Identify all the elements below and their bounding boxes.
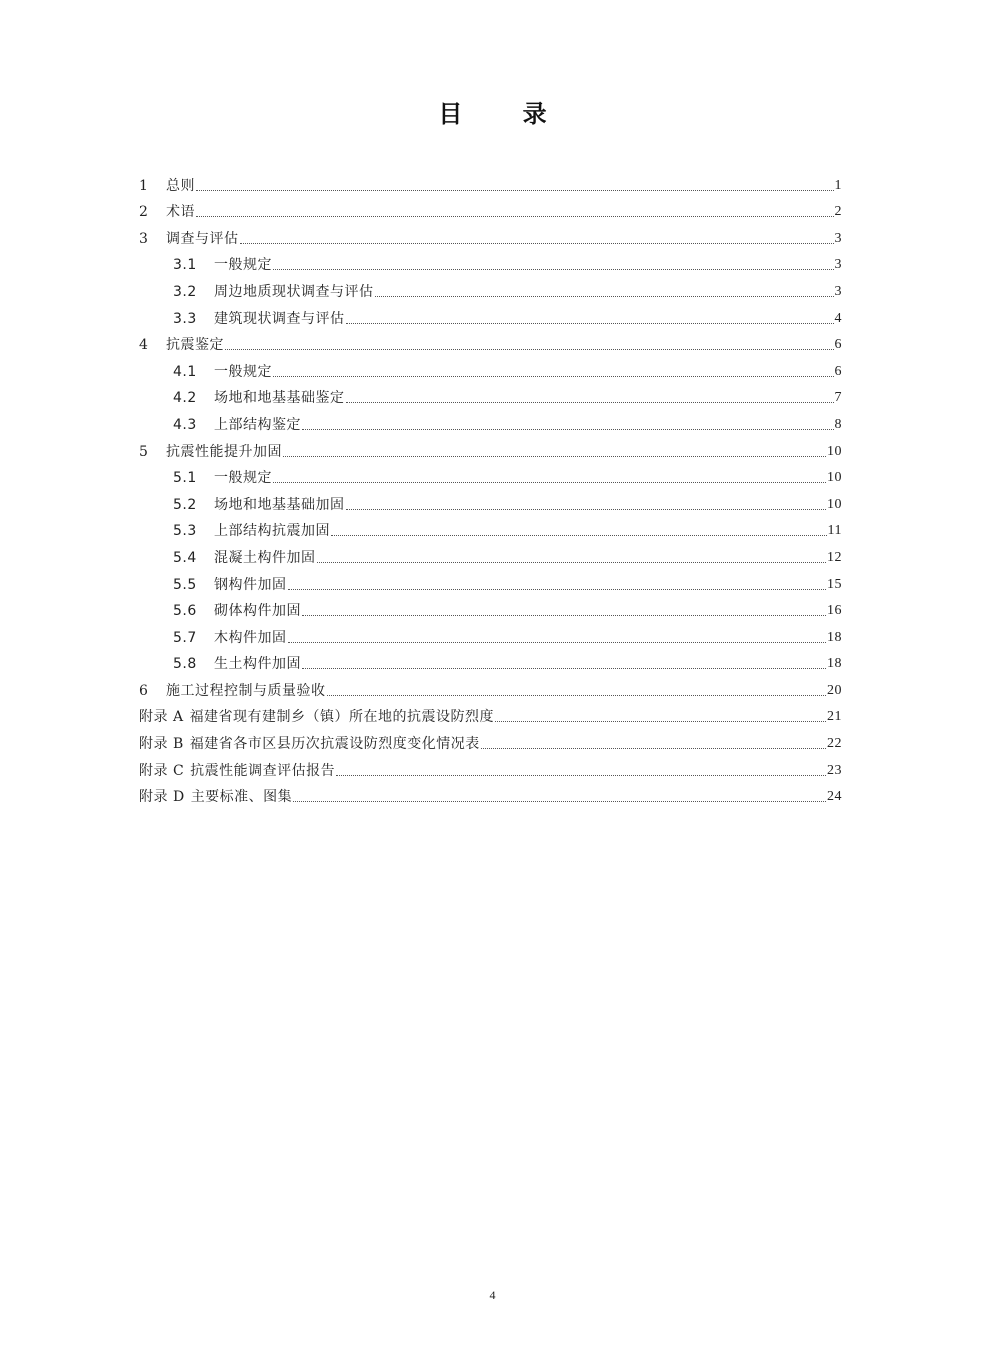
toc-leader-dots: [346, 322, 834, 324]
toc-entry-title: 福建省各市区县历次抗震设防烈度变化情况表: [189, 736, 480, 753]
toc-entry[interactable]: [139, 567, 842, 594]
toc-leader-dots: [317, 561, 827, 563]
table-of-contents: [139, 168, 842, 806]
toc-entry-title: 抗震性能提升加固: [166, 443, 282, 460]
toc-leader-dots: [327, 694, 827, 696]
toc-entry-title: 术语: [166, 204, 195, 221]
toc-entry-page: 7: [834, 390, 842, 406]
toc-entry-page: 21: [827, 709, 842, 725]
toc-entry-title: 砌体构件加固: [214, 603, 301, 620]
toc-entry-page: 11: [827, 523, 842, 539]
toc-leader-dots: [240, 242, 834, 244]
toc-leader-dots: [273, 481, 826, 483]
toc-entry[interactable]: [139, 301, 842, 328]
toc-entry-number: 3.3: [173, 310, 197, 327]
toc-entry-number: 附录 A: [139, 709, 184, 726]
toc-leader-dots: [293, 800, 826, 802]
toc-leader-dots: [288, 588, 827, 590]
toc-entry[interactable]: [139, 274, 842, 301]
toc-entry-page: 6: [834, 363, 842, 379]
toc-entry-page: 10: [827, 496, 842, 512]
toc-entry-number: 1: [139, 177, 149, 194]
toc-entry-page: 6: [834, 337, 842, 353]
toc-leader-dots: [302, 614, 826, 616]
toc-entry-page: 16: [827, 603, 842, 619]
toc-entry-number: 5.2: [173, 496, 197, 513]
toc-entry[interactable]: [139, 620, 842, 647]
toc-entry-page: 22: [827, 736, 842, 752]
toc-entry-title: 主要标准、图集: [190, 789, 293, 806]
toc-entry-title: 一般规定: [214, 257, 272, 274]
toc-entry-number: 5.5: [173, 576, 197, 593]
toc-leader-dots: [346, 508, 827, 510]
toc-entry-page: 3: [834, 230, 842, 246]
toc-entry[interactable]: [139, 753, 842, 780]
toc-entry[interactable]: [139, 673, 842, 700]
toc-entry[interactable]: [139, 195, 842, 222]
toc-entry-number: 附录 C: [139, 762, 185, 779]
toc-entry[interactable]: [139, 434, 842, 461]
toc-entry-number: 4.1: [173, 363, 197, 380]
toc-entry-number: 附录 B: [139, 736, 184, 753]
toc-entry-page: 18: [827, 629, 842, 645]
toc-entry-number: 6: [139, 682, 149, 699]
toc-entry-number: 5.6: [173, 603, 197, 620]
toc-entry-page: 8: [834, 416, 842, 432]
toc-entry[interactable]: [139, 328, 842, 355]
toc-leader-dots: [273, 268, 834, 270]
toc-entry[interactable]: [139, 780, 842, 807]
toc-leader-dots: [336, 774, 826, 776]
page-title: 目 录: [438, 100, 573, 128]
toc-entry-title: 一般规定: [214, 470, 272, 487]
toc-entry[interactable]: [139, 221, 842, 248]
toc-entry-number: 5.4: [173, 549, 197, 566]
toc-entry-title: 抗震性能调查评估报告: [190, 762, 336, 779]
toc-entry-title: 一般规定: [214, 363, 272, 380]
toc-leader-dots: [375, 295, 834, 297]
toc-entry-page: 15: [827, 576, 842, 592]
toc-entry-page: 20: [827, 682, 842, 698]
toc-leader-dots: [346, 401, 834, 403]
toc-entry[interactable]: [139, 487, 842, 514]
toc-leader-dots: [283, 455, 826, 457]
toc-entry-page: 3: [834, 257, 842, 273]
toc-entry-number: 3: [139, 230, 149, 247]
toc-entry-page: 1: [834, 177, 842, 193]
toc-entry-number: 5: [139, 443, 149, 460]
toc-entry[interactable]: [139, 407, 842, 434]
toc-entry-page: 3: [834, 283, 842, 299]
toc-leader-dots: [273, 375, 834, 377]
toc-leader-dots: [288, 641, 827, 643]
toc-entry-title: 混凝土构件加固: [214, 549, 316, 566]
toc-entry-page: 18: [827, 656, 842, 672]
toc-leader-dots: [196, 215, 834, 217]
toc-entry-title: 木构件加固: [214, 629, 287, 646]
toc-entry-page: 4: [834, 310, 842, 326]
toc-entry-page: 12: [827, 549, 842, 565]
toc-entry-number: 3.2: [173, 283, 197, 300]
toc-entry[interactable]: [139, 514, 842, 541]
toc-entry-number: 4.3: [173, 416, 197, 433]
toc-entry-title: 生土构件加固: [214, 656, 301, 673]
toc-entry-title: 施工过程控制与质量验收: [166, 682, 326, 699]
toc-leader-dots: [495, 720, 826, 722]
toc-entry-title: 钢构件加固: [214, 576, 287, 593]
toc-entry-page: 23: [827, 762, 842, 778]
toc-leader-dots: [196, 189, 834, 191]
page-number: 4: [489, 1288, 496, 1302]
toc-leader-dots: [225, 348, 834, 350]
toc-entry-page: 2: [834, 204, 842, 220]
toc-entry-number: 3.1: [173, 257, 197, 274]
toc-entry-title: 周边地质现状调查与评估: [214, 283, 374, 300]
toc-entry[interactable]: [139, 354, 842, 381]
toc-leader-dots: [481, 747, 826, 749]
toc-leader-dots: [302, 428, 834, 430]
toc-entry[interactable]: [139, 700, 842, 727]
toc-entry-title: 建筑现状调查与评估: [214, 310, 345, 327]
toc-entry-number: 5.1: [173, 470, 197, 487]
toc-leader-dots: [331, 534, 827, 536]
toc-entry[interactable]: [139, 647, 842, 674]
toc-entry-number: 4.2: [173, 390, 197, 407]
toc-entry-number: 5.3: [173, 523, 197, 540]
toc-entry-number: 4: [139, 337, 149, 354]
toc-entry-title: 总则: [166, 177, 195, 194]
toc-entry-title: 上部结构抗震加固: [214, 523, 330, 540]
toc-entry-number: 5.8: [173, 656, 197, 673]
toc-entry[interactable]: [139, 248, 842, 275]
toc-entry[interactable]: [139, 540, 842, 567]
toc-entry-number: 5.7: [173, 629, 197, 646]
toc-entry-number: 2: [139, 204, 149, 221]
toc-entry[interactable]: [139, 461, 842, 488]
toc-entry-title: 福建省现有建制乡（镇）所在地的抗震设防烈度: [189, 709, 495, 726]
toc-entry-title: 场地和地基基础鉴定: [214, 390, 345, 407]
toc-entry-page: 24: [827, 789, 842, 805]
toc-entry-title: 抗震鉴定: [166, 337, 224, 354]
toc-entry-page: 10: [827, 443, 842, 459]
toc-leader-dots: [302, 667, 826, 669]
toc-entry-title: 调查与评估: [166, 230, 239, 247]
toc-entry[interactable]: [139, 381, 842, 408]
toc-entry-page: 10: [827, 470, 842, 486]
toc-entry-title: 场地和地基基础加固: [214, 496, 345, 513]
toc-entry[interactable]: [139, 726, 842, 753]
toc-entry[interactable]: [139, 594, 842, 621]
toc-entry-number: 附录 D: [139, 789, 185, 806]
toc-entry-title: 上部结构鉴定: [214, 416, 301, 433]
toc-entry[interactable]: [139, 168, 842, 195]
